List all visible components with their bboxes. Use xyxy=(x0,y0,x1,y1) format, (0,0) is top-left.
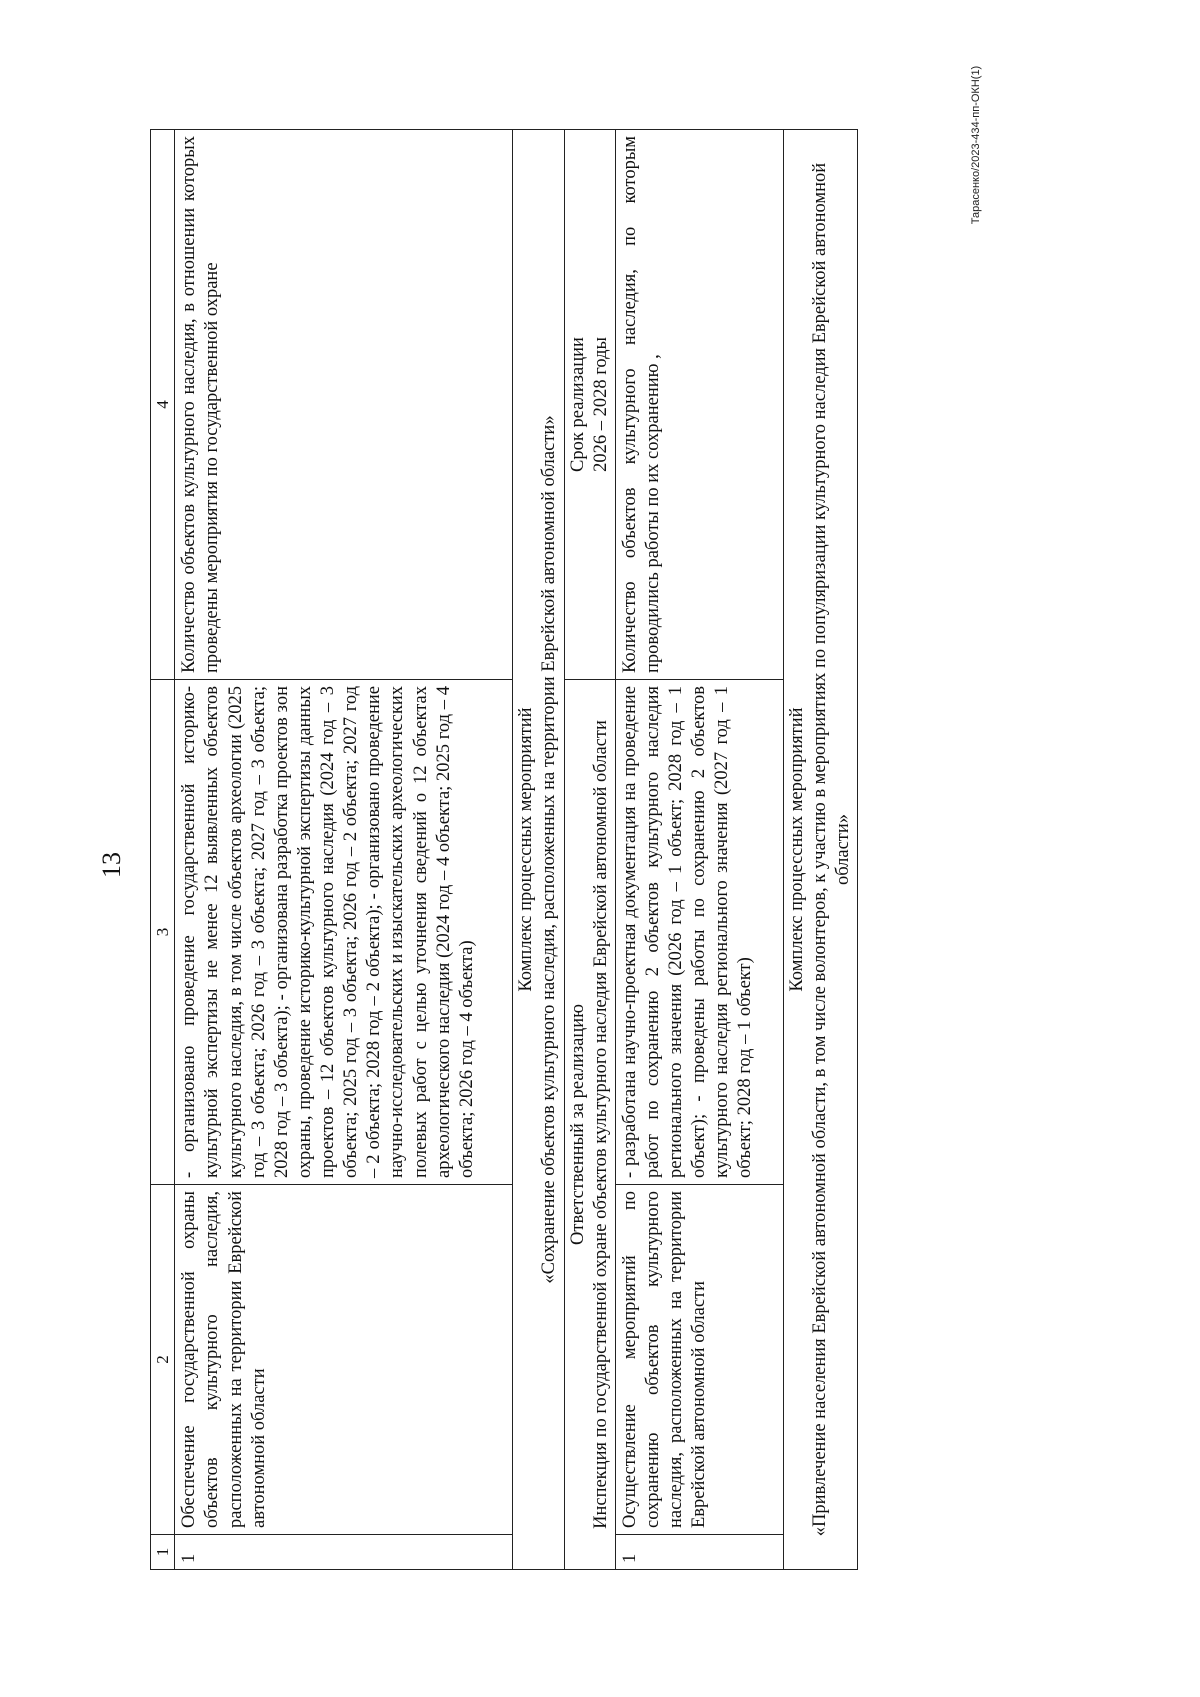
responsible-row xyxy=(564,130,615,1570)
term-cell xyxy=(564,130,615,680)
document-code: Тарасенко/2023-434-пп-ОКН(1) xyxy=(970,65,982,225)
header-col-1: 1 xyxy=(151,1535,175,1570)
row-number: 1 xyxy=(175,1535,513,1570)
table-row xyxy=(615,130,783,1570)
responsible-value: Инспекция по государственной охране объектов культурного наследия Еврейской автономной области xyxy=(590,720,611,1529)
complex-title xyxy=(513,130,564,1570)
term-label: Срок реализации xyxy=(567,337,588,472)
header-row xyxy=(151,130,175,1570)
responsible-cell xyxy=(564,680,615,1570)
complex-label: Комплекс процессных мероприятий xyxy=(516,707,537,992)
row-number: 1 xyxy=(615,1535,783,1570)
task-cell: Осуществление мероприятий по сохранению объектов культурного наследия, расположенных на территории Еврейской автономной области xyxy=(615,1185,783,1535)
complex-title xyxy=(783,130,857,1570)
indicator-cell: Количество объектов культурного наследия, в отношении которых проведены мероприятия по государственной охране xyxy=(175,130,513,680)
complex-label: Комплекс процессных мероприятий xyxy=(786,707,807,992)
complex-header-row xyxy=(513,130,564,1570)
task-cell: Обеспечение государственной охраны объектов культурного наследия, расположенных на территории Еврейской автономной области xyxy=(175,1185,513,1535)
table-row xyxy=(175,130,513,1570)
header-col-4: 4 xyxy=(151,130,175,680)
landscape-sheet xyxy=(150,130,910,1570)
description-cell: - разработана научно-проектная документация на проведение работ по сохранению 2 объектов культурного наследия регионального значения (2026 год – 1 объект; 2028 год – 1 объект); - проведены работы по сохранению 2 объектов культурного наследия регионального значения (2027 год – 1 объект; 2028 год – 1 объект) xyxy=(615,680,783,1185)
complex-name: «Привлечение населения Еврейской автономной области, в том числе волонтеров, к участию в мероприятиях по популяризации культурного наследия Еврейской автономной области» xyxy=(809,162,853,1537)
program-table xyxy=(150,129,858,1570)
term-value: 2026 – 2028 годы xyxy=(590,337,611,472)
complex-name: «Сохранение объектов культурного наследия, расположенных на территории Еврейской автономной области» xyxy=(539,415,560,1284)
header-col-3: 3 xyxy=(151,680,175,1185)
description-cell: - организовано проведение государственной историко-культурной экспертизы не менее 12 выявленных объектов культурного наследия, в том числе объектов археологии (2025 год – 3 объекта; 2026 год – 3 объекта; 2027 год – 3 объекта; 2028 год – 3 объекта); - организована разработка проектов зон охраны, проведение историко-культурной экспертизы данных проектов – 12 объектов культурного наследия (2024 год – 3 объекта; 2025 год – 3 объекта; 2026 год – 2 объекта; 2027 год – 2 объекта; 2028 год – 2 объекта); - организовано проведение научно-исследовательских и изыскательских археологических полевых работ с целью уточнения сведений о 12 объектах археологического наследия (2024 год – 4 объекта; 2025 год – 4 объекта; 2026 год – 4 объекта) xyxy=(175,680,513,1185)
complex-header-row xyxy=(783,130,857,1570)
header-col-2: 2 xyxy=(151,1185,175,1535)
indicator-cell: Количество объектов культурного наследия, по которым проводились работы по их сохранению , xyxy=(615,130,783,680)
responsible-label: Ответственный за реализацию xyxy=(567,1004,588,1245)
page-number: 13 xyxy=(97,852,126,878)
